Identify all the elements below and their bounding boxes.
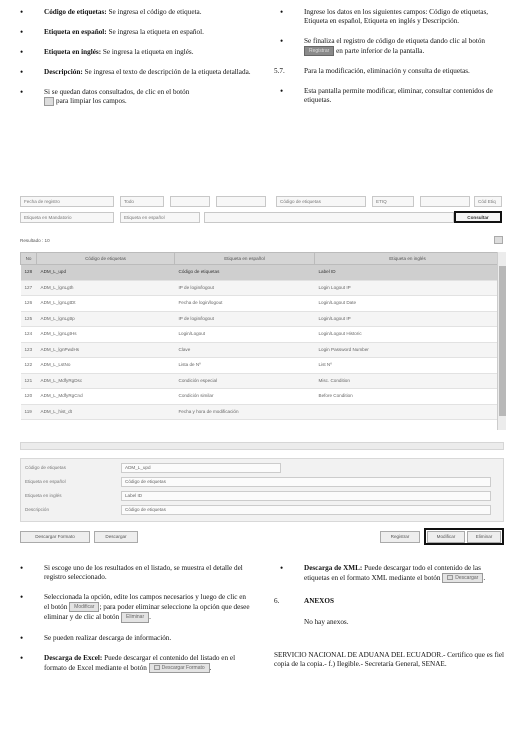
register-button-inline: Registrar <box>304 46 334 56</box>
field-input[interactable]: Label ID <box>121 491 491 501</box>
table-cell: 120 <box>21 389 37 405</box>
table-cell <box>315 404 501 420</box>
table-cell: 125 <box>21 311 37 327</box>
list-item: • Se pueden realizar descarga de información. <box>14 634 252 643</box>
register-button[interactable]: Registrar <box>380 531 420 543</box>
column-header[interactable]: Etiqueta en inglés <box>315 253 501 265</box>
table-cell: ADM_L_MdfyRgDsc <box>37 373 175 389</box>
table-row[interactable] <box>21 342 501 358</box>
table-cell: Login/Logout Date <box>315 296 501 312</box>
table-cell: 122 <box>21 358 37 374</box>
field-label: Etiqueta en inglés <box>25 493 62 498</box>
table-cell: ADM_L_hist_dt <box>37 404 175 420</box>
table-cell: Lista de Nº <box>175 358 315 374</box>
list-item: • Código de etiquetas: Se ingresa el código de etiqueta. <box>14 8 252 17</box>
left-bottom-column <box>14 564 252 684</box>
table-cell: Login Password Number <box>315 342 501 358</box>
table-cell: 123 <box>21 342 37 358</box>
table-cell: ADM_L_upd <box>37 265 175 281</box>
table-cell: Condición especial <box>175 373 315 389</box>
modify-button-inline: Modificar <box>69 602 99 612</box>
detail-form <box>20 458 504 522</box>
filter-row <box>14 212 508 225</box>
results-table <box>20 252 501 420</box>
filter-field[interactable]: Todo <box>120 196 164 207</box>
filter-field[interactable] <box>170 196 210 207</box>
delete-button[interactable]: Eliminar <box>467 531 501 543</box>
table-cell: Login/Logout Historic <box>315 327 501 343</box>
table-row[interactable] <box>21 311 501 327</box>
table-cell: 126 <box>21 296 37 312</box>
table-cell: ADM_L_LstNo <box>37 358 175 374</box>
column-header[interactable]: No <box>21 253 37 265</box>
table-cell: Fecha de login/logout <box>175 296 315 312</box>
table-cell: 124 <box>21 327 37 343</box>
xml-download-button-inline: Descargar <box>442 573 483 583</box>
table-cell: Clave <box>175 342 315 358</box>
table-header <box>21 253 501 265</box>
scrollbar[interactable] <box>497 252 506 430</box>
list-item: • Etiqueta en inglés: Se ingresa la etiqueta en inglés. <box>14 48 252 57</box>
filter-field[interactable]: Cód Etiq <box>474 196 502 207</box>
table-cell: IP de login/logout <box>175 311 315 327</box>
list-item: • Se finaliza el registro de código de etiqueta dando clic al botón Registrar en parte inferior de la pantalla. <box>274 37 506 56</box>
table-cell: 121 <box>21 373 37 389</box>
filter-field[interactable]: ETIQ <box>372 196 414 207</box>
filter-field[interactable]: Fecha de registro <box>20 196 114 207</box>
screenshot-panel <box>14 186 508 552</box>
table-cell: Before Condition <box>315 389 501 405</box>
scroll-thumb[interactable] <box>499 266 506 416</box>
field-input[interactable]: Código de etiquetas <box>121 477 491 487</box>
table-cell: Condición similar <box>175 389 315 405</box>
list-item: • Ingrese los datos en los siguientes campos: Código de etiquetas, Etiqueta en español, Etiqueta en inglés y Descripción. <box>274 8 506 26</box>
table-cell: IP de login/logout <box>175 280 315 296</box>
list-item: • Si se quedan datos consultados, de clic en el botón para limpiar los campos. <box>14 88 252 106</box>
table-row[interactable] <box>21 280 501 296</box>
table-cell: ADM_L_lgnPwdHs <box>37 342 175 358</box>
expand-icon[interactable] <box>494 236 503 244</box>
table-row[interactable] <box>21 404 501 420</box>
detail-row <box>25 477 495 488</box>
table-cell: Label ID <box>315 265 501 281</box>
section-heading: 6. ANEXOS <box>274 597 334 606</box>
detail-row <box>25 463 495 474</box>
table-cell: 128 <box>21 265 37 281</box>
filter-field[interactable]: Código de etiquetas <box>276 196 366 207</box>
excel-download-button-inline: Descargar Formato <box>149 663 210 673</box>
table-cell: Misc. Condition <box>315 373 501 389</box>
results-count: Resultado : 10 <box>20 238 50 243</box>
filter-field[interactable] <box>216 196 266 207</box>
pager-bar <box>20 442 504 450</box>
field-input[interactable]: ADM_L_upd <box>121 463 281 473</box>
field-input[interactable]: Código de etiquetas <box>121 505 491 515</box>
table-cell: Login Logout IP <box>315 280 501 296</box>
delete-button-inline: Eliminar <box>121 612 149 622</box>
left-top-column <box>14 8 252 117</box>
list-item: • Descarga de XML: Puede descargar todo el contenido de las etiquetas en el formato XML mediante el botón Descargar . <box>274 564 506 583</box>
field-label: Código de etiquetas <box>25 465 66 470</box>
table-row[interactable] <box>21 373 501 389</box>
xml-icon <box>447 575 453 580</box>
table-cell: 119 <box>21 404 37 420</box>
consult-button[interactable]: Consultar <box>454 211 502 223</box>
table-row[interactable] <box>21 296 501 312</box>
table-cell: ADM_L_lgnLgtHs <box>37 327 175 343</box>
filter-field[interactable] <box>204 212 454 223</box>
right-bottom-column <box>274 564 506 669</box>
table-cell: Login/Logout IP <box>315 311 501 327</box>
table-row[interactable] <box>21 358 501 374</box>
table-cell: 127 <box>21 280 37 296</box>
table-cell: ADM_L_lgnLgtIp <box>37 311 175 327</box>
list-item: • Esta pantalla permite modificar, eliminar, consultar contenidos de etiquetas. <box>274 87 506 105</box>
table-cell: Login/Logout <box>175 327 315 343</box>
filter-field[interactable]: Etiqueta en Mandatorio <box>20 212 114 223</box>
section-heading: 5.7. Para la modificación, eliminación y consulta de etiquetas. <box>274 67 470 76</box>
no-annex-text: No hay anexos. <box>304 618 349 627</box>
list-item: • Etiqueta en español: Se ingresa la etiqueta en español. <box>14 28 252 37</box>
list-item: • Descripción: Se ingresa el texto de descripción de la etiqueta detallada. <box>14 68 252 77</box>
filter-row <box>14 196 508 209</box>
export-excel-button[interactable]: Descargar Formato <box>20 531 90 543</box>
table-row[interactable] <box>21 389 501 405</box>
table-row[interactable] <box>21 327 501 343</box>
table-row[interactable] <box>21 265 501 281</box>
modify-button[interactable]: Modificar <box>427 531 465 543</box>
excel-icon <box>154 665 160 670</box>
list-item: • Descarga de Excel: Puede descargar el contenido del listado en el formato de Excel mediante el botón Descargar Formato . <box>14 654 252 673</box>
table-cell: ADM_L_lgnLgtDt <box>37 296 175 312</box>
detail-row <box>25 491 495 502</box>
table-cell: ADM_L_MdfyRgCnd <box>37 389 175 405</box>
table-cell: List Nº <box>315 358 501 374</box>
list-item: • Seleccionada la opción, edite los campos necesarios y luego de clic en el botón Modificar ; para poder eliminar seleccione la opción que desee eliminar y de clic al botón Eliminar . <box>14 593 252 623</box>
filter-field[interactable] <box>420 196 470 207</box>
field-label: Etiqueta en español <box>25 479 66 484</box>
export-xml-button[interactable]: Descargar <box>94 531 138 543</box>
field-label: Descripción <box>25 507 49 512</box>
table-cell: Código de etiquetas <box>175 265 315 281</box>
detail-row <box>25 505 495 516</box>
filter-field[interactable]: Etiqueta en español <box>120 212 200 223</box>
right-top-column <box>274 8 506 116</box>
list-item: • Si escoge uno de los resultados en el listado, se muestra el detalle del registro seleccionado. <box>14 564 252 582</box>
column-header[interactable]: Código de etiquetas <box>37 253 175 265</box>
broom-icon <box>44 97 54 106</box>
table-cell: ADM_L_lgnLgth <box>37 280 175 296</box>
table-cell: Fecha y hora de modificación <box>175 404 315 420</box>
column-header[interactable]: Etiqueta en español <box>175 253 315 265</box>
certification-text: SERVICIO NACIONAL DE ADUANA DEL ECUADOR.- Certifico que es fiel copia de la copia.- f.) Ilegible.- Secretaría General, SENAE. <box>274 651 505 669</box>
